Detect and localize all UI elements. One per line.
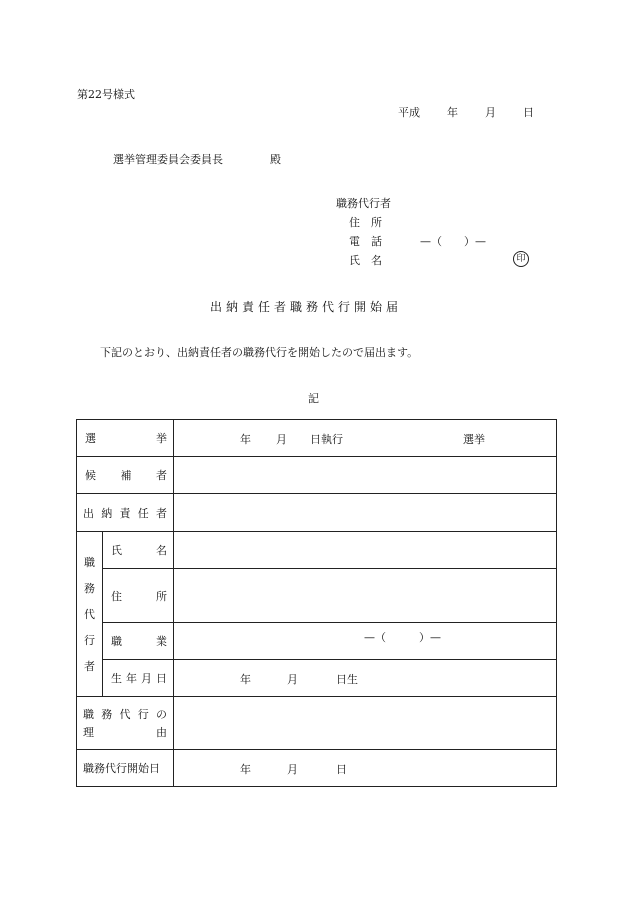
form-number: 第22号様式: [77, 88, 135, 101]
row-agent-birthdate: [77, 660, 557, 697]
agent-phone-format: —（ ）—: [364, 630, 441, 644]
election-label: [77, 430, 173, 446]
addressee-title: 選挙管理委員会委員長: [113, 153, 223, 166]
candidate-label: [77, 467, 173, 483]
agent-occupation-label: 職 業: [111, 635, 167, 648]
date-era: 平成: [398, 106, 420, 119]
row-election: [77, 420, 557, 457]
date-year: 年: [447, 106, 458, 119]
seal-mark: [513, 251, 529, 267]
candidate-value-cell[interactable]: [174, 457, 557, 494]
form-table: [76, 419, 557, 787]
election-value-cell[interactable]: [174, 420, 557, 457]
treasurer-label: 出 納 責 任 者: [83, 506, 167, 520]
start-date-value-cell[interactable]: [174, 750, 557, 787]
start-date-label: 職務代行開始日: [83, 762, 160, 775]
birth-month: 月: [287, 673, 298, 686]
election-year: 年: [240, 433, 251, 446]
addressee: [113, 151, 281, 167]
reason-label-cell: [77, 697, 174, 750]
election-label-char1: 選: [85, 432, 96, 445]
candidate-char2: 補: [120, 469, 132, 482]
reason-label: 職 務 代 行 の 理 由: [83, 708, 167, 739]
start-month: 月: [287, 763, 298, 776]
candidate-char1: 候: [85, 469, 96, 482]
phone-label: 電 話: [349, 235, 382, 248]
row-agent-address: [77, 569, 557, 623]
treasurer-label-cell: [77, 494, 174, 532]
start-day: 日: [336, 763, 347, 776]
agent-birthdate-label: 生 年 月 日: [111, 672, 167, 685]
agent-address-label: 住 所: [111, 589, 167, 603]
agent-occupation-label-cell: [103, 623, 174, 660]
row-agent-name: [77, 532, 557, 569]
address-label: 住 所: [349, 216, 382, 229]
phone-format: —（ ）—: [420, 235, 486, 248]
start-date-label-cell: [77, 750, 174, 787]
document-title: 出納責任者職務代行開始届: [210, 300, 403, 314]
agent-name-label: 氏 名: [111, 544, 167, 557]
agent-birthdate-value-cell[interactable]: [174, 660, 557, 697]
agent-name-label-cell: [103, 532, 174, 569]
statement: 下記のとおり、出納責任者の職務代行を開始したので届出ます。: [100, 346, 419, 359]
addressee-honorific: 殿: [270, 153, 281, 166]
date-day: 日: [523, 106, 534, 119]
candidate-char3: 者: [156, 469, 167, 482]
candidate-label-cell: [77, 457, 174, 494]
row-start-date: [77, 750, 557, 787]
seal-icon: 印: [513, 251, 529, 267]
applicant-heading: 職務代行者: [336, 197, 391, 210]
election-day-exec: 日執行: [310, 433, 343, 446]
election-label-cell: [77, 420, 174, 457]
start-year: 年: [240, 763, 251, 776]
agent-address-value-cell[interactable]: [174, 569, 557, 644]
reason-value-cell[interactable]: [174, 697, 557, 750]
name-label: 氏 名: [349, 254, 382, 267]
agent-group-cell: [77, 532, 103, 697]
row-candidate: [77, 457, 557, 494]
birth-day: 日生: [336, 673, 358, 686]
election-month: 月: [276, 433, 287, 446]
date-line: [398, 104, 534, 120]
row-agent-occupation: [77, 623, 557, 660]
agent-group-label: 職 務 代 行 者: [84, 556, 95, 673]
agent-address-label-cell: [103, 569, 174, 623]
agent-name-value-cell[interactable]: [174, 532, 557, 569]
row-reason: [77, 697, 557, 750]
row-treasurer: [77, 494, 557, 532]
election-label-char2: 挙: [156, 432, 167, 445]
date-month: 月: [485, 106, 496, 119]
election-suffix: 選挙: [463, 433, 485, 446]
treasurer-value-cell[interactable]: [174, 494, 557, 532]
agent-birthdate-label-cell: [103, 660, 174, 697]
birth-year: 年: [240, 673, 251, 686]
ki-mark: 記: [308, 392, 319, 405]
